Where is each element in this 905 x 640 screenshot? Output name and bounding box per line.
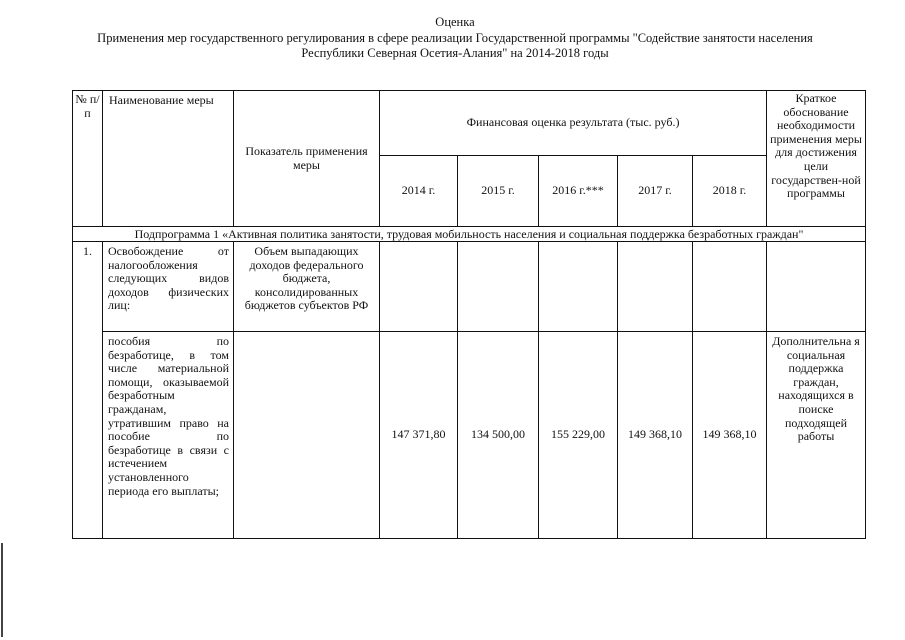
header-indicator (234, 91, 379, 226)
header-measure-name: Наименование меры (109, 93, 214, 107)
title-line-3: Республики Северная Осетия-Алания" на 2014-2018 годы (301, 46, 609, 60)
title-line-1: Оценка (435, 15, 475, 29)
subprogram-title: Подпрограмма 1 «Активная политика занятости, трудовая мобильность населения и социальная поддержка безработных граждан" (134, 227, 804, 241)
title-line-2: Применения мер государственного регулирования в сфере реализации Государственной программы "Содействие занятости населения (97, 30, 813, 45)
value-2017: 149 368,10 (628, 427, 682, 442)
value-2015: 134 500,00 (471, 427, 525, 442)
header-financial (380, 91, 766, 155)
header-year-2014: 2014 г. (401, 183, 436, 198)
row-indicator: Объем выпадающих доходов федерального бюджета, консолидированных бюджетов субъектов РФ (244, 244, 369, 313)
row-justification: Дополнительна я социальная поддержка граждан, находящихся в поиске подходящей работы (772, 334, 860, 444)
value-2018: 149 368,10 (702, 427, 757, 442)
subprogram-bottom-rule (72, 241, 866, 242)
scan-edge-mark (1, 543, 3, 637)
row-measure: пособия по безработице, в том числе материальной помощи, оказываемой безработным гражданам, утратившим право на пособие по безработице в связи с истечением установленного периода его выплаты; (108, 334, 229, 498)
row-measure: Освобождение от налогообложения следующих видов доходов физических лиц: (108, 244, 229, 313)
header-financial-text: Финансовая оценка результата (тыс. руб.) (466, 115, 680, 130)
row-number: 1. (83, 244, 92, 258)
table-border-right (865, 90, 866, 539)
value-2016: 155 229,00 (551, 427, 605, 442)
header-year-2015: 2015 г. (481, 183, 515, 198)
header-year-2018: 2018 г. (712, 183, 747, 198)
header-indicator-text: Показатель применения меры (245, 143, 368, 172)
value-2014: 147 371,80 (391, 427, 446, 442)
header-justification: Краткое обоснование необходимости применения меры для достижения цели государствен-ной программы (770, 91, 862, 201)
header-number: № п/п (75, 92, 100, 120)
header-year-2016: 2016 г.*** (552, 183, 604, 198)
header-year-2017: 2017 г. (638, 183, 672, 198)
table-border-bottom (72, 538, 866, 539)
